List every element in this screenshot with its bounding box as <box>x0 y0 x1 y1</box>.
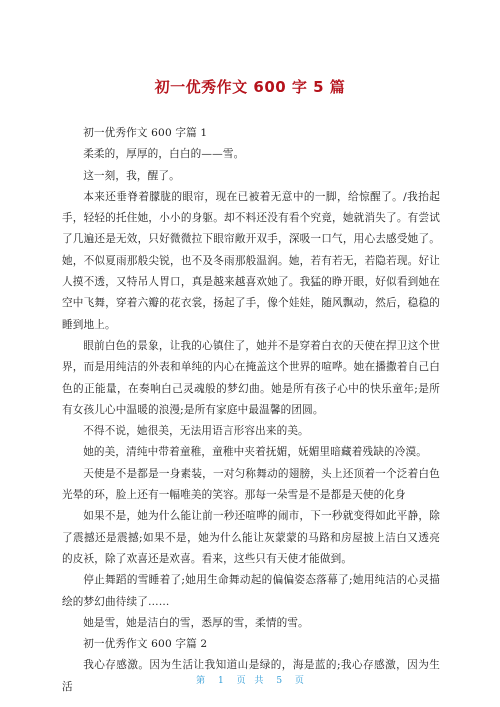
paragraph: 停止舞蹈的雪睡着了;她用生命舞动起的偏偏姿态落幕了;她用纯洁的心灵描绘的梦幻曲待续了…… <box>62 574 440 608</box>
paragraph: 眼前白色的景象，让我的心镇住了，她并不是穿着白衣的天使在捍卫这个世界，而是用纯洁的外表和单纯的内心在掩盖这个世界的喧哗。她在播撒着自己白色的正能量，在奏响白己灵魂般的梦幻曲。她是所有孩子心中的快乐童年;是所有女孩儿心中温暖的浪漫;是所有家庭中最温馨的团圆。 <box>62 339 440 416</box>
paragraph: 柔柔的，厚厚的，白白的——雪。 <box>83 148 245 161</box>
paragraph: 她的美，清纯中带着童稚，童稚中夹着抚媚，妩媚里暗藏着残缺的冷漠。 <box>83 446 427 459</box>
paragraph: 本来还垂脊着朦胧的眼帘，现在已被着无意中的一脚，给惊醒了。/我抬起手，轻轻的托住她，小小的身躯。却不料还没有看个究竟，她就消失了。有尝试了几遍还是无效，只好微微拉下眼帘敞开双手，深吸一口气，用心去感受她了。她，不似夏雨那般尖锐，也不及冬雨那般温润。她，若有若无，若隐若现。好让人摸不透，又特吊人胃口，真是越来越喜欢她了。我猛的睁开眼，好似看到她在空中飞舞，穿着六瓣的花衣裳，扬起了手，像个娃娃，随风飘动，然后，稳稳的睡到地上。 <box>62 190 440 331</box>
page-footer <box>0 673 500 686</box>
footer-middle: 页 共 <box>236 676 264 686</box>
footer-suffix: 页 <box>294 676 304 686</box>
paragraph: 她是雪，她是洁白的雪，悉厚的雪，柔情的雪。 <box>83 616 309 629</box>
footer-prefix: 第 <box>196 676 206 686</box>
paragraph: 我心存感激。因为生活让我知道山是绿的，海是蓝的;我心存感激，因为生活 <box>62 659 440 693</box>
page-title: 初一优秀作文 600 字 5 篇 <box>154 78 346 96</box>
document-body <box>62 123 440 698</box>
paragraph: 如果不是，她为什么能让前一秒还喧哗的闹市，下一秒就变得如此平静，除了震撼还是震撼;如果不是，她为什么能让灰蒙蒙的马路和房屋披上洁白又透亮的皮袄，除了欢喜还是欢喜。看来，这些只有天使才能做到。 <box>62 510 440 565</box>
paragraph: 不得不说，她很美，无法用语言形容出来的美。 <box>83 425 309 438</box>
section-heading-1: 初一优秀作文 600 字篇 1 <box>83 127 208 139</box>
footer-page-number: 1 <box>217 676 224 686</box>
paragraph: 这一刻，我，醒了。 <box>83 169 180 182</box>
section-heading-2: 初一优秀作文 600 字篇 2 <box>83 638 208 651</box>
paragraph: 天使是不是都是一身素装，一对匀称舞动的翅膀，头上还顶着一个泛着白色光晕的环，脸上还有一幅唯美的笑容。那每一朵雪是不是都是天使的化身 <box>62 467 440 502</box>
footer-total-pages: 5 <box>276 676 283 686</box>
